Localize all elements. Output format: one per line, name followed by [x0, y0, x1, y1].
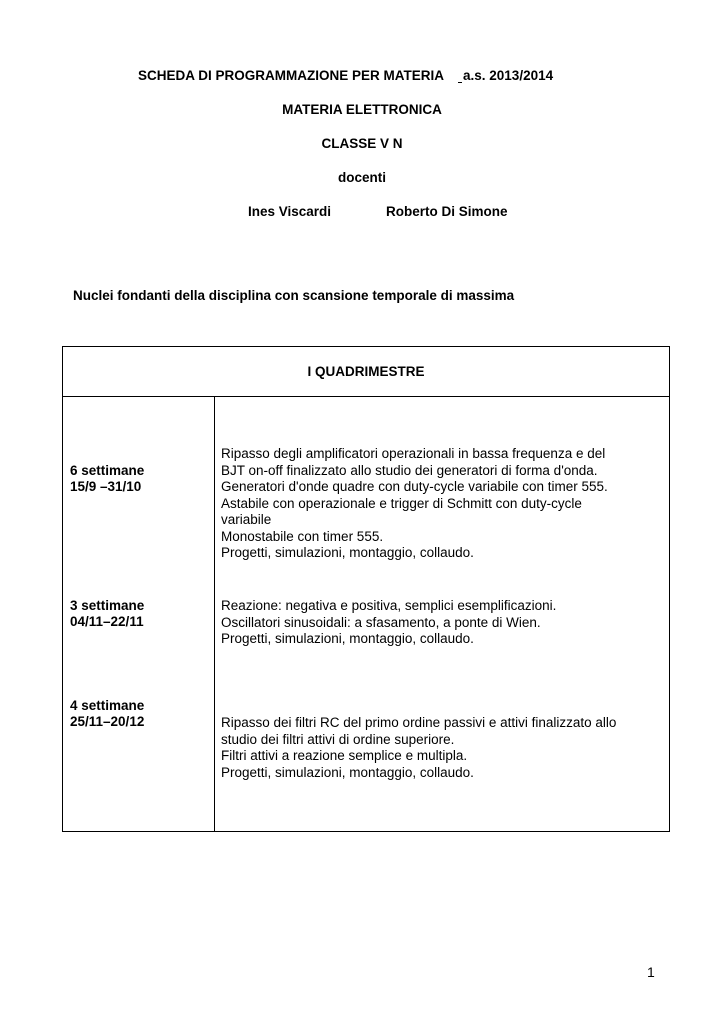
- document-title: [138, 68, 553, 83]
- content-line: Generatori d'onde quadre con duty-cycle variabile con timer 555.: [221, 479, 608, 494]
- content-line: Filtri attivi a reazione semplice e multipla.: [221, 748, 468, 763]
- school-year: a.s. 2013/2014: [463, 68, 554, 83]
- title-underscore: [458, 68, 462, 83]
- content-line: Oscillatori sinusoidali: a sfasamento, a ponte di Wien.: [221, 614, 541, 630]
- content-line: Astabile con operazionale e trigger di Schmitt con duty-cycle: [221, 495, 582, 511]
- content-line: Progetti, simulazioni, montaggio, collaudo.: [221, 764, 474, 780]
- period-cell: [70, 698, 144, 730]
- period-dates: 15/9 –31/10: [70, 479, 142, 494]
- teachers-label: docenti: [337, 170, 386, 185]
- teacher-name: Ines Viscardi: [248, 204, 332, 219]
- content-line: Progetti, simulazioni, montaggio, collaudo.: [221, 631, 474, 646]
- period-cell: [70, 463, 144, 495]
- content-cell: [221, 715, 616, 781]
- period-duration: 4 settimane: [70, 698, 145, 713]
- column-divider: [214, 396, 215, 831]
- content-line: Ripasso degli amplificatori operazionali in bassa frequenza e del: [221, 446, 606, 461]
- content-line: Monostabile con timer 555.: [221, 528, 384, 544]
- content-line: studio dei filtri attivi di ordine superiore.: [221, 731, 455, 747]
- quadrimester-heading: I QUADRIMESTRE: [307, 364, 425, 379]
- program-table: [62, 346, 670, 832]
- teachers-row: [248, 204, 508, 219]
- period-duration: 6 settimane: [70, 463, 145, 478]
- page-number: 1: [647, 964, 655, 980]
- subject-line: MATERIA ELETTRONICA: [282, 102, 442, 117]
- content-cell: [221, 446, 608, 562]
- period-dates: 25/11–20/12: [70, 714, 145, 729]
- content-line: Ripasso dei filtri RC del primo ordine passivi e attivi finalizzato allo: [221, 715, 617, 730]
- class-line: CLASSE V N: [321, 136, 403, 151]
- period-cell: [70, 598, 144, 630]
- content-line: Progetti, simulazioni, montaggio, collaudo.: [221, 545, 474, 560]
- table-header-row: [63, 347, 669, 397]
- period-dates: 04/11–22/11: [70, 614, 144, 629]
- period-duration: 3 settimane: [70, 598, 145, 613]
- content-line: Reazione: negativa e positiva, semplici esemplificazioni.: [221, 598, 557, 613]
- title-text: SCHEDA DI PROGRAMMAZIONE PER MATERIA: [138, 68, 445, 83]
- content-cell: [221, 598, 556, 648]
- teacher-name: Roberto Di Simone: [386, 204, 508, 219]
- section-title: Nuclei fondanti della disciplina con scansione temporale di massima: [73, 288, 515, 303]
- content-line: BJT on-off finalizzato allo studio dei generatori di forma d'onda.: [221, 462, 598, 478]
- content-line: variabile: [221, 512, 272, 527]
